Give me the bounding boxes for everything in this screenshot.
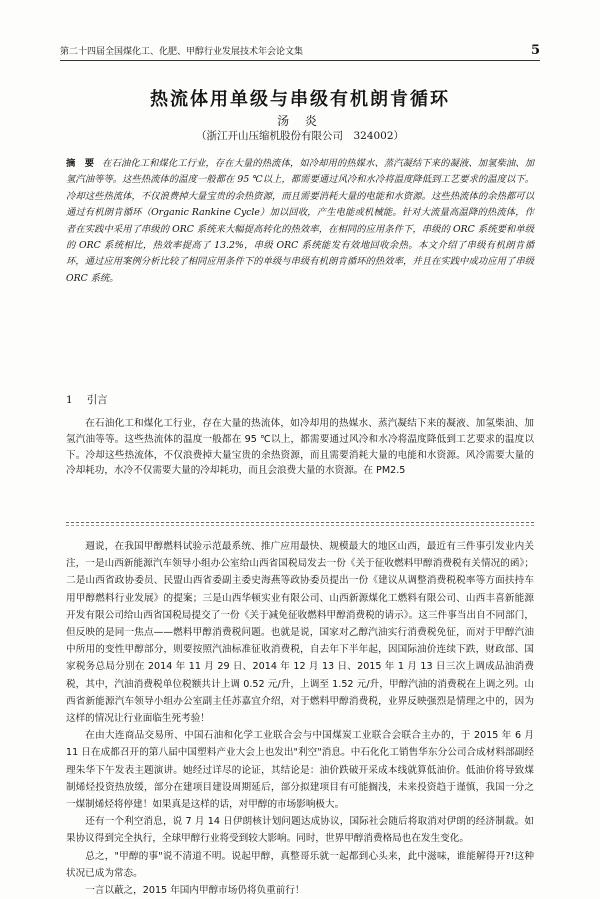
section-title: 引言	[86, 394, 108, 406]
body-paragraph: 还有一个利空消息，说 7 月 14 日伊朗核计划问题达成协议，国际社会随后将取消对伊朗的经济制裁。如果协议得到完全执行，全球甲醇行业将受到较大影响。同时，世界甲醇消费格局也在发生变化。	[66, 816, 534, 845]
body-paragraph: 週说，在我国甲醇燃料试验示范最系统、推广应用最快、规模最大的地区山西，最近有三件事引发业内关注，一是山西新能源汽车领导小组办公室给山西省国税局发去一份《关于征收燃料甲醇消费税有关情况的函》；二是山西省政协委员、民盟山西省委副主委史海燕等政协委员提出一份《建议从调整消费税税率等方面扶持车用甲醇燃料行业发展》的提案；三是山西华顿实业有限公司、山西新源煤化工燃料有限公司、山西丰喜新能源开发有限公司给山西省国税局提交了一份《关于减免征收燃料甲醇消费税的请示》。这三件事当出自不同部门，但反映的是同一焦点——燃料甲醇消费税问题。也就是说，国家对乙醇汽油实行消费税免征，而对于甲醇汽油中所用的变性甲醇部分，则要按照汽油标准征收消费税，自去年下半年起，因国际油价连续下跌，财政部、国家税务总局分别在 2014 年 11 月 29 日、2014 年 12 月 13 日、2015 年 1 月 13 日三次上调成品油消费税，其中，汽油消费税单位税额共计上调 0.52 元/升，上调至 1.52 元/升，甲醇汽油的消费税在上调之列。山西省新能源汽车领导小组办公室副主任苏嘉宜介绍，对于燃料甲醇消费税，业界反映强烈是情理之中的，因为这样的情况让行业面临生死考验！	[66, 541, 534, 725]
body-paragraph: 一言以蔽之，2015 年国内甲醇市场仍将负重前行！	[85, 885, 305, 897]
author-affiliation: （浙江开山压缩机股份有限公司 324002）	[195, 130, 405, 142]
body-paragraph: 总之，"甲醇的事"说不清道不明。说起甲醇，真整哥乐就一起都到心头来，此中滋味，谁能解得开?!这种状况已成为常态。	[66, 850, 534, 879]
section-divider-secondary	[66, 525, 534, 526]
section-divider	[66, 522, 534, 523]
journal-title: 第二十四届全国煤化工、化肥、甲醇行业发展技术年会论文集	[60, 47, 304, 57]
abstract-label: 摘 要	[66, 158, 95, 169]
article-body	[66, 538, 534, 899]
article-title: 热流体用单级与串级有机朗肯循环	[150, 89, 450, 110]
section-heading	[66, 392, 122, 407]
abstract-text: 在石油化工和煤化工行业，存在大量的热流体，如冷却用的热媒水、蒸汽凝结下来的凝液、加氢柴油、加氢汽油等等。这些热流体的温度一般都在 95 ℃以上，都需要通过风冷和水冷将温度降低到工艺要求的温度以下。冷却这些热流体，不仅浪费掉大量宝贵的余热资源，而且需要消耗大量的电能和水资源。这些热流体的余热都可以通过有机朗肯循环（Organic Rankine Cycle）加以回收，产生电能或机械能。针对大流量高温降的热流体，作者在实践中采用了串级的 ORC 系统来大幅提高转化的热效率，在相同的应用条件下，串级的 ORC 系统要和单级的 ORC 系统相比，热效率提高了 13.2%，串级 ORC 系统能发有效地回收余热。本文介绍了串级有机朗肯循环，通过应用案例分析比较了相同应用条件下的单级与串级有机朗肯循环的热效率，并且在实践中成功应用了串级 ORC 系统。	[66, 158, 534, 284]
running-header	[60, 44, 540, 61]
intro-paragraph: 在石油化工和煤化工行业，存在大量的热流体，如冷却用的热媒水、蒸汽凝结下来的凝液、加氢柴油、加氢汽油等等。这些热流体的温度一般都在 95 ℃以上，都需要通过风冷和水冷将温度降低到工艺要求的温度以下。冷却这些热流体，不仅浪费掉大量宝贵的余热资源，而且需要消耗大量的电能和水资源。风冷需要大量的冷却耗功，水冷不仅需要大量的冷却耗功，而且会浪费大量的水资源。在 PM2.5	[66, 418, 534, 477]
abstract	[66, 156, 534, 287]
body-paragraph: 在由大连商品交易所、中国石油和化学工业联合会与中国煤炭工业联合会联合主办的，于 2015 年 6 月 11 日在成都召开的第八届中国塑料产业大会上也发出"利空"消息。中石化化工销售华东分公司合成材料部副经理朱华下午发表主题演讲。她经过详尽的论证，其结论是：油价跌破开采成本线就算低油价。低油价将导致煤制烯烃投资热放缓，部分在建项目建设周期延后，部分拟建项目有可能搁浅，未来投资趋于谨慎，我国一分之一煤制烯烃将停建！如果真是这样的话，对甲醇的市场影响极大。	[66, 730, 534, 811]
author-name: 汤 炎	[277, 114, 323, 128]
page-number: 5	[530, 43, 540, 58]
section-number: 1	[66, 394, 73, 406]
